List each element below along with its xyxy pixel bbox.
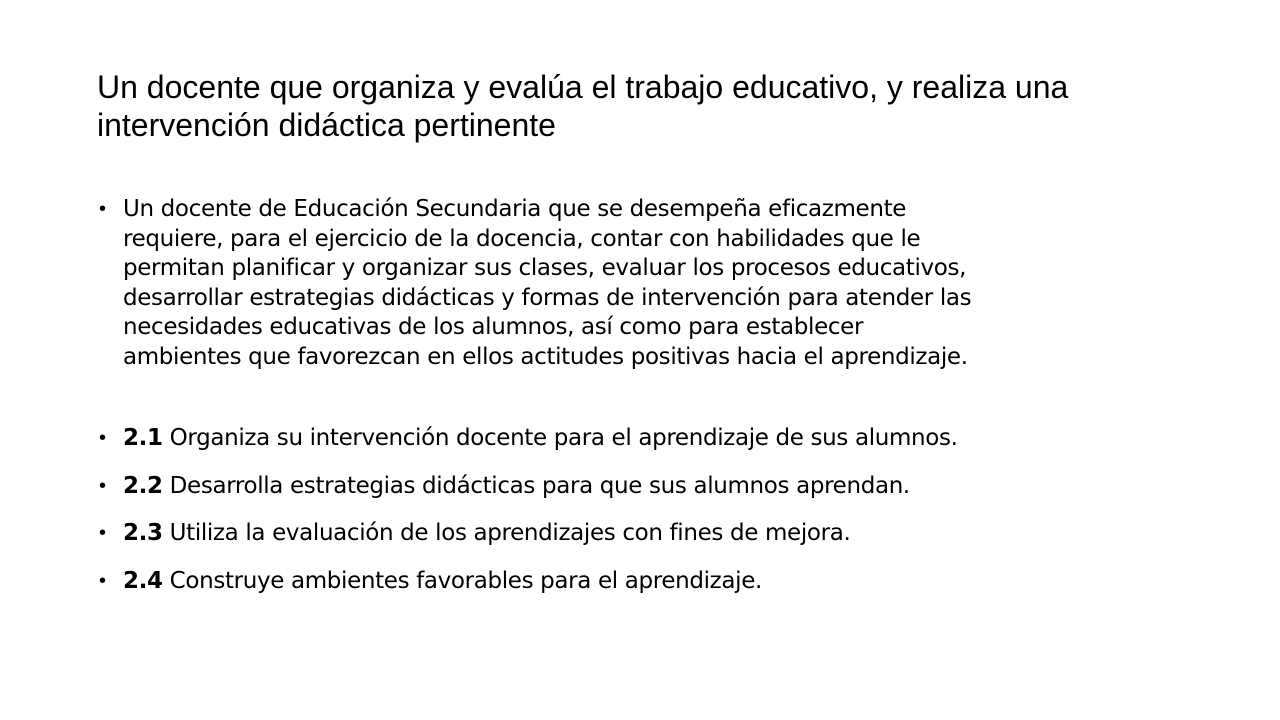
paragraph-line: requiere, para el ejercicio de la docencia, contar con habilidades que le: [123, 225, 921, 252]
slide-content: [97, 195, 1197, 614]
bullet-dot-icon: •: [99, 569, 106, 592]
paragraph-line: permitan planificar y organizar sus clases, evaluar los procesos educativos,: [123, 255, 967, 281]
item-number: 2.4: [123, 567, 163, 594]
bullet-dot-icon: •: [99, 522, 106, 544]
paragraph-line: ambientes que favorezcan en ellos actitudes positivas hacia el aprendizaje.: [123, 343, 968, 370]
slide-title: Un docente que organiza y evalúa el trabajo educativo, y realiza una intervención didáctica pertinente: [97, 69, 1069, 143]
item-text: Desarrolla estrategias didácticas para que sus alumnos aprendan.: [162, 472, 910, 499]
paragraph-line: desarrollar estrategias didácticas y formas de intervención para atender las: [123, 284, 972, 311]
item-text: Organiza su intervención docente para el aprendizaje de sus alumnos.: [162, 425, 958, 451]
item-text: Construye ambientes favorables para el aprendizaje.: [162, 567, 762, 594]
list-item: [97, 519, 1197, 549]
list-item: [97, 472, 1197, 502]
item-number: 2.3: [123, 520, 163, 546]
item-text: Utiliza la evaluación de los aprendizajes con fines de mejora.: [162, 520, 851, 546]
paragraph-line: Un docente de Educación Secundaria que se desempeña eficazmente: [123, 196, 907, 222]
bullet-dot-icon: •: [99, 474, 106, 497]
paragraph-line: necesidades educativas de los alumnos, así como para establecer: [123, 314, 864, 340]
list-item: [97, 424, 1197, 454]
list-item: [97, 567, 1197, 597]
item-number: 2.2: [123, 472, 163, 499]
bullet-dot-icon: •: [99, 427, 106, 449]
paragraph-bullet: [97, 195, 1197, 372]
item-number: 2.1: [123, 425, 163, 451]
bullet-dot-icon: •: [99, 198, 106, 220]
